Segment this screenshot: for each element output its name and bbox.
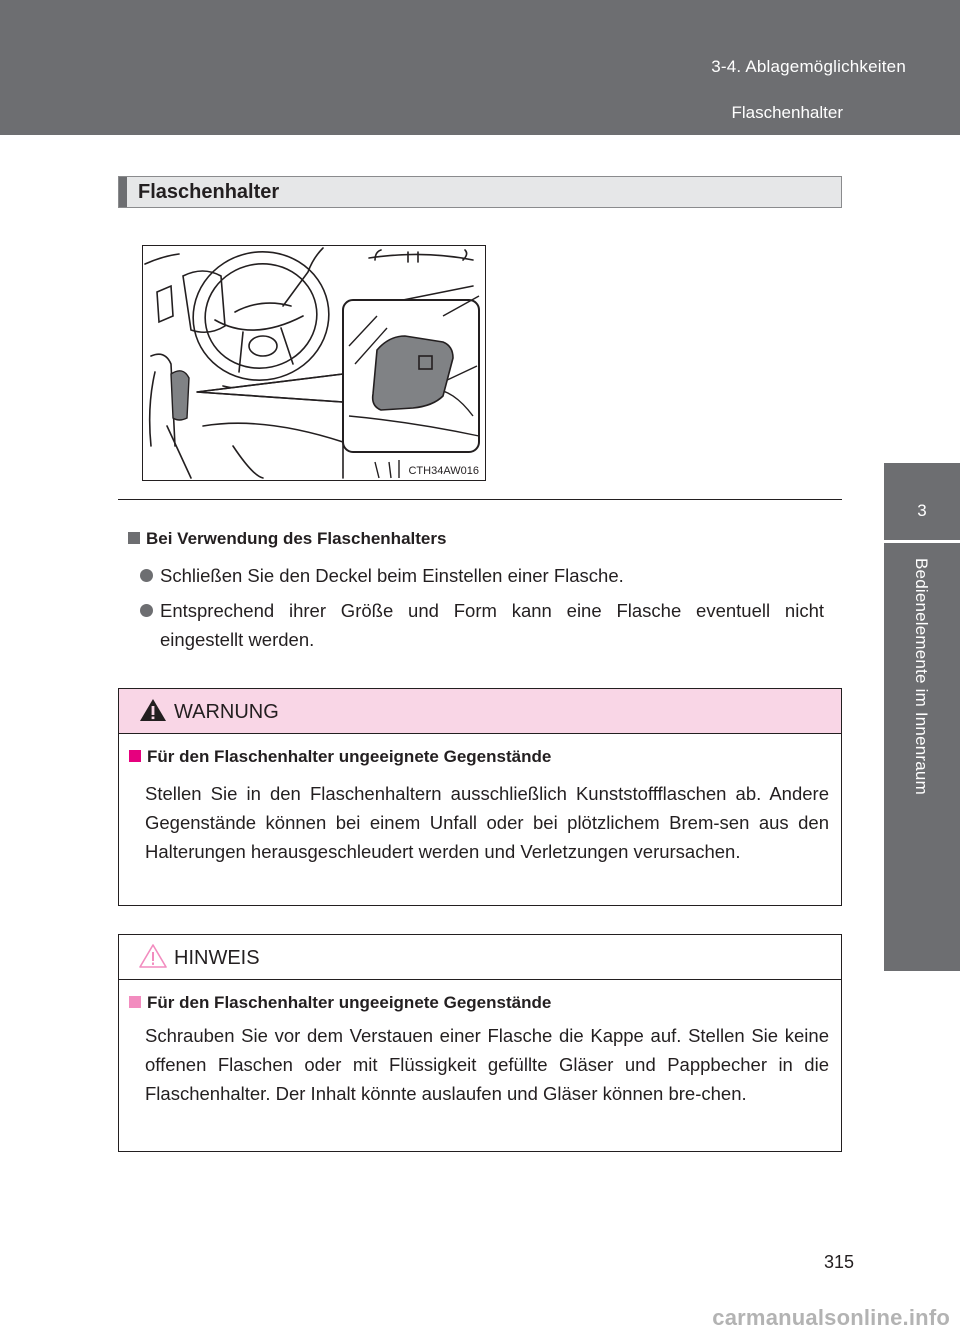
notice-subheading: Für den Flaschenhalter ungeeignete Gegenstände: [129, 993, 551, 1013]
dashboard-drawing: [143, 246, 485, 480]
page-header-bar: [0, 0, 960, 135]
square-bullet-icon: [128, 532, 140, 544]
notes-bullet: Entsprechend ihrer Größe und Form kann eine Flasche eventuell nicht eingestellt werden.: [160, 596, 824, 654]
section-heading-bar: [118, 176, 842, 208]
notes-heading: Bei Verwendung des Flaschenhalters: [128, 529, 446, 549]
notes-bullet: Schließen Sie den Deckel beim Einstellen einer Flasche.: [160, 561, 824, 590]
square-bullet-icon: [129, 996, 141, 1008]
section-heading: Flaschenhalter: [138, 181, 280, 203]
circle-bullet-icon: [140, 569, 153, 582]
heading-accent: [119, 177, 127, 207]
watermark: carmanualsonline.info: [712, 1305, 950, 1330]
warning-triangle-icon: [139, 697, 167, 723]
warning-header: [119, 689, 841, 734]
square-bullet-icon: [129, 750, 141, 762]
caution-triangle-icon: [139, 943, 167, 969]
divider: [118, 499, 842, 500]
chapter-number: 3: [884, 473, 960, 543]
chapter-title: Bedienelemente im Innenraum: [912, 558, 931, 795]
bottle-holder-lid: [373, 336, 453, 410]
bottle-holder-illustration: [142, 245, 486, 481]
circle-bullet-icon: [140, 604, 153, 617]
warning-subheading: Für den Flaschenhalter ungeeignete Gegenstände: [129, 747, 551, 767]
notice-header: [119, 935, 841, 980]
header-subsection-title: Flaschenhalter: [731, 103, 843, 122]
warning-box: [118, 688, 842, 906]
warning-title: WARNUNG: [174, 701, 279, 723]
warning-text: Stellen Sie in den Flaschenhaltern ausschließlich Kunststoffflaschen ab. Andere Gegenstände können bei einem Unfall oder bei plötzlichem Brem-sen aus den Halterungen herausgeschleudert werden und Verletzungen verursachen.: [145, 783, 829, 862]
header-section-title: 3-4. Ablagemöglichkeiten: [711, 57, 906, 76]
notice-text: Schrauben Sie vor dem Verstauen einer Flasche die Kappe auf. Stellen Sie keine offenen Flaschen oder mit Flüssigkeit gefüllte Gläser und Pappbecher in die Flaschenhalter. Der Inhalt könnte auslaufen und Gläser können bre-chen.: [145, 1025, 829, 1104]
chapter-side-tab: [884, 463, 960, 971]
page-number: 315: [824, 1252, 855, 1272]
figure-code: CTH34AW016: [408, 465, 479, 477]
notice-box: [118, 934, 842, 1152]
notice-title: HINWEIS: [174, 947, 260, 969]
